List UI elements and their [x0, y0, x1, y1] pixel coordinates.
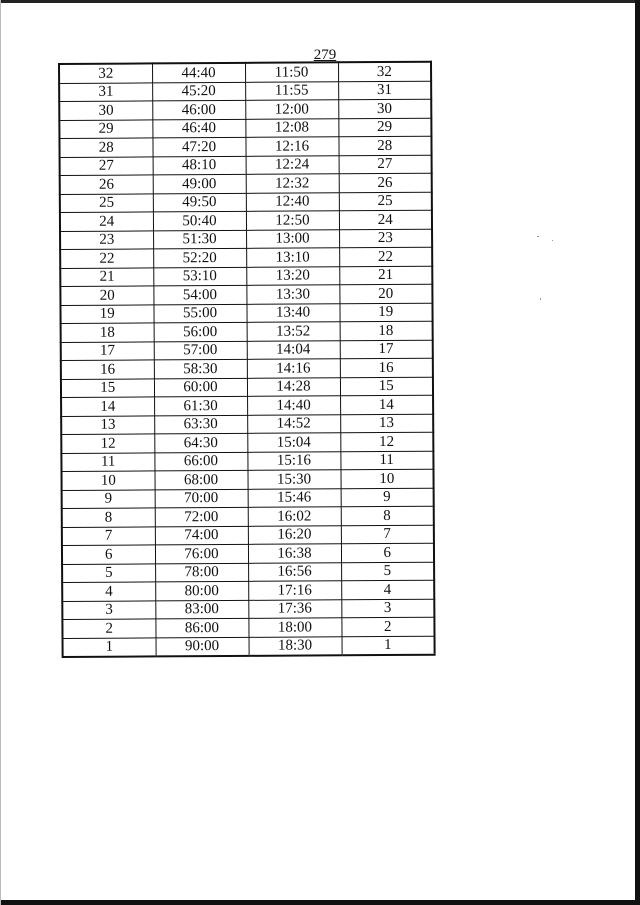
rank-right-cell: 17: [340, 340, 433, 359]
rank-left-cell: 24: [60, 212, 153, 231]
table-container: [58, 61, 436, 658]
rank-right-cell: 24: [339, 210, 432, 229]
rank-right-cell: 19: [339, 303, 432, 322]
time-long-cell: 56:00: [154, 322, 247, 341]
table-row: [60, 229, 432, 250]
rank-right-cell: 31: [338, 81, 431, 100]
time-short-cell: 16:56: [248, 562, 341, 581]
table-row: [59, 81, 431, 102]
time-short-cell: 16:02: [248, 507, 341, 526]
scan-edge-bottom: [0, 900, 640, 905]
rank-right-cell: 13: [340, 414, 433, 433]
scan-edge-left: [0, 0, 1, 905]
time-long-cell: 80:00: [155, 581, 248, 600]
table-row: [59, 118, 431, 139]
rank-right-cell: 18: [340, 321, 433, 340]
table-row: [59, 62, 431, 83]
rank-left-cell: 11: [61, 452, 154, 471]
time-long-cell: 76:00: [155, 544, 248, 563]
rank-right-cell: 1: [342, 636, 435, 656]
table-row: [60, 210, 432, 231]
rank-left-cell: 21: [60, 267, 153, 286]
table-row: [60, 266, 432, 287]
rank-right-cell: 22: [339, 247, 432, 266]
time-short-cell: 13:52: [247, 322, 340, 341]
table-row: [62, 599, 434, 620]
time-short-cell: 15:16: [247, 451, 340, 470]
rank-right-cell: 14: [340, 395, 433, 414]
rank-right-cell: 29: [338, 118, 431, 137]
time-short-cell: 12:08: [245, 118, 338, 137]
time-short-cell: 13:30: [246, 285, 339, 304]
table-body: [59, 62, 435, 657]
time-long-cell: 90:00: [156, 637, 249, 657]
rank-left-cell: 12: [61, 434, 154, 453]
time-short-cell: 13:20: [246, 266, 339, 285]
time-long-cell: 57:00: [154, 341, 247, 360]
time-short-cell: 12:24: [246, 155, 339, 174]
rank-right-cell: 16: [340, 358, 433, 377]
table-row: [59, 136, 431, 157]
time-long-cell: 58:30: [154, 359, 247, 378]
table-row: [61, 321, 433, 342]
table-row: [60, 284, 432, 305]
time-long-cell: 53:10: [153, 267, 246, 286]
rank-right-cell: 11: [340, 451, 433, 470]
time-long-cell: 47:20: [152, 137, 245, 156]
rank-right-cell: 25: [339, 192, 432, 211]
time-long-cell: 50:40: [153, 211, 246, 230]
time-long-cell: 49:50: [153, 193, 246, 212]
time-long-cell: 78:00: [155, 563, 248, 582]
rank-left-cell: 14: [61, 397, 154, 416]
rank-right-cell: 26: [339, 173, 432, 192]
table-row: [62, 580, 434, 601]
table-row: [62, 562, 434, 583]
time-short-cell: 17:36: [248, 599, 341, 618]
time-long-cell: 55:00: [153, 304, 246, 323]
rank-left-cell: 17: [61, 341, 154, 360]
scan-edge-top: [0, 0, 640, 3]
time-long-cell: 72:00: [155, 507, 248, 526]
rank-left-cell: 8: [62, 508, 155, 527]
time-long-cell: 63:30: [154, 415, 247, 434]
scan-speck: [552, 240, 553, 241]
rank-left-cell: 28: [59, 138, 152, 157]
rank-left-cell: 4: [62, 582, 155, 601]
table-row: [61, 377, 433, 398]
table-row: [60, 192, 432, 213]
table-row: [61, 432, 433, 453]
rank-left-cell: 20: [60, 286, 153, 305]
rank-right-cell: 6: [341, 543, 434, 562]
time-long-cell: 44:40: [152, 63, 245, 83]
time-long-cell: 51:30: [153, 230, 246, 249]
time-short-cell: 13:00: [246, 229, 339, 248]
rank-right-cell: 2: [341, 617, 434, 636]
time-long-cell: 45:20: [152, 82, 245, 101]
time-long-cell: 46:00: [152, 100, 245, 119]
time-long-cell: 54:00: [153, 285, 246, 304]
time-long-cell: 74:00: [155, 526, 248, 545]
rank-right-cell: 23: [339, 229, 432, 248]
rank-left-cell: 32: [59, 63, 152, 83]
time-long-cell: 66:00: [154, 452, 247, 471]
table-row: [60, 247, 432, 268]
rank-right-cell: 8: [341, 506, 434, 525]
time-short-cell: 16:38: [248, 544, 341, 563]
table-row: [62, 617, 434, 638]
rank-left-cell: 27: [60, 156, 153, 175]
time-short-cell: 12:32: [246, 174, 339, 193]
rank-left-cell: 15: [61, 378, 154, 397]
time-short-cell: 14:16: [247, 359, 340, 378]
rank-left-cell: 7: [62, 526, 155, 545]
rank-right-cell: 28: [338, 136, 431, 155]
time-short-cell: 14:28: [247, 377, 340, 396]
time-long-cell: 68:00: [154, 470, 247, 489]
scan-edge-right: [635, 0, 640, 905]
table-row: [60, 173, 432, 194]
page-number: 279: [313, 47, 337, 63]
rank-left-cell: 30: [59, 101, 152, 120]
rank-left-cell: 29: [59, 119, 152, 138]
time-short-cell: 17:16: [248, 581, 341, 600]
time-short-cell: 11:55: [245, 81, 338, 100]
time-short-cell: 16:20: [248, 525, 341, 544]
time-short-cell: 18:30: [249, 636, 342, 656]
rank-left-cell: 1: [63, 637, 156, 657]
rank-left-cell: 23: [60, 230, 153, 249]
rank-right-cell: 32: [338, 62, 431, 82]
time-long-cell: 83:00: [155, 600, 248, 619]
time-short-cell: 14:52: [247, 414, 340, 433]
time-short-cell: 15:46: [248, 488, 341, 507]
time-long-cell: 70:00: [155, 489, 248, 508]
table-row: [63, 636, 435, 657]
table-row: [61, 340, 433, 361]
rank-left-cell: 16: [61, 360, 154, 379]
rank-left-cell: 13: [61, 415, 154, 434]
rank-left-cell: 26: [60, 175, 153, 194]
time-short-cell: 15:30: [247, 470, 340, 489]
table-row: [62, 525, 434, 546]
rank-right-cell: 4: [341, 580, 434, 599]
time-short-cell: 13:40: [246, 303, 339, 322]
time-short-cell: 14:04: [247, 340, 340, 359]
time-short-cell: 12:40: [246, 192, 339, 211]
table-row: [60, 155, 432, 176]
pace-table: [58, 61, 436, 658]
time-short-cell: 11:50: [245, 62, 338, 82]
rank-right-cell: 15: [340, 377, 433, 396]
scan-speck: [540, 298, 541, 300]
table-row: [61, 358, 433, 379]
time-long-cell: 61:30: [154, 396, 247, 415]
rank-left-cell: 18: [61, 323, 154, 342]
scan-speck: [537, 236, 539, 237]
rank-left-cell: 31: [59, 82, 152, 101]
time-long-cell: 64:30: [154, 433, 247, 452]
rank-left-cell: 19: [60, 304, 153, 323]
time-long-cell: 86:00: [155, 618, 248, 637]
time-short-cell: 14:40: [247, 396, 340, 415]
time-long-cell: 46:40: [152, 119, 245, 138]
rank-right-cell: 9: [341, 488, 434, 507]
time-long-cell: 49:00: [153, 174, 246, 193]
rank-left-cell: 10: [61, 471, 154, 490]
time-short-cell: 13:10: [246, 248, 339, 267]
table-row: [59, 99, 431, 120]
rank-right-cell: 30: [338, 99, 431, 118]
rank-right-cell: 21: [339, 266, 432, 285]
table-row: [62, 506, 434, 527]
rank-right-cell: 12: [340, 432, 433, 451]
time-short-cell: 12:00: [245, 100, 338, 119]
time-short-cell: 18:00: [248, 618, 341, 637]
rank-left-cell: 9: [62, 489, 155, 508]
table-row: [61, 451, 433, 472]
rank-left-cell: 25: [60, 193, 153, 212]
rank-right-cell: 27: [339, 155, 432, 174]
rank-left-cell: 5: [62, 563, 155, 582]
rank-right-cell: 20: [339, 284, 432, 303]
table-row: [61, 469, 433, 490]
rank-left-cell: 6: [62, 545, 155, 564]
table-row: [61, 395, 433, 416]
time-long-cell: 48:10: [153, 156, 246, 175]
time-long-cell: 52:20: [153, 248, 246, 267]
time-short-cell: 12:50: [246, 211, 339, 230]
time-short-cell: 15:04: [247, 433, 340, 452]
table-row: [61, 414, 433, 435]
time-long-cell: 60:00: [154, 378, 247, 397]
rank-left-cell: 22: [60, 249, 153, 268]
rank-right-cell: 3: [341, 599, 434, 618]
table-row: [62, 488, 434, 509]
table-row: [60, 303, 432, 324]
rank-right-cell: 10: [340, 469, 433, 488]
table-row: [62, 543, 434, 564]
time-short-cell: 12:16: [245, 137, 338, 156]
rank-left-cell: 2: [62, 619, 155, 638]
rank-left-cell: 3: [62, 600, 155, 619]
rank-right-cell: 5: [341, 562, 434, 581]
rank-right-cell: 7: [341, 525, 434, 544]
